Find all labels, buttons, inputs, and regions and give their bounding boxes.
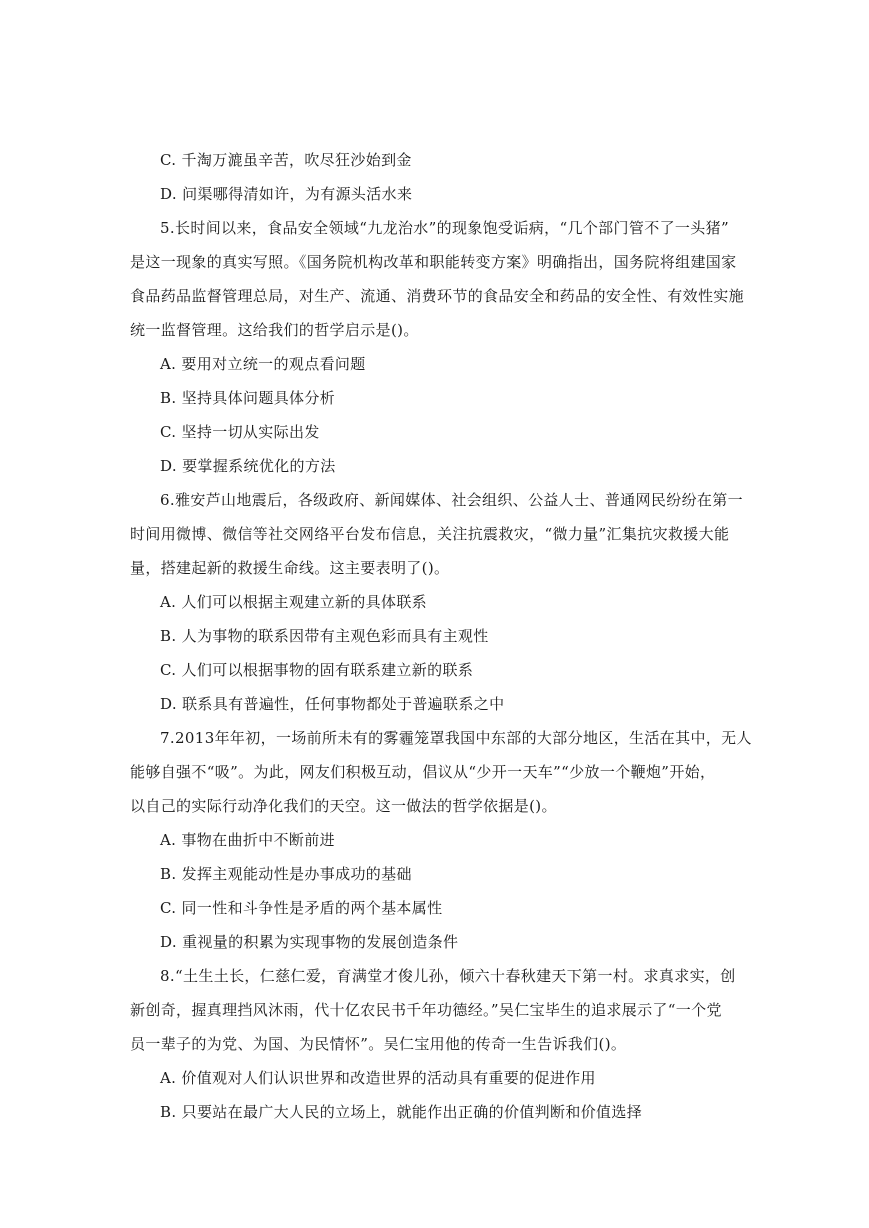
option-c-prev: C. 千淘万漉虽辛苦，吹尽狂沙始到金 — [160, 151, 412, 169]
question-text-line: 时间用微博、微信等社交网络平台发布信息，关注抗震救灾，“微力量”汇集抗灾救援大能 — [130, 525, 730, 543]
option-a: A. 价值观对人们认识世界和改造世界的活动具有重要的促进作用 — [160, 1069, 596, 1087]
option-a: A. 要用对立统一的观点看问题 — [160, 355, 366, 373]
question-text-line: 量，搭建起新的救援生命线。这主要表明了()。 — [130, 559, 450, 577]
document-page — [130, 143, 752, 1129]
option-d: D. 联系具有普遍性，任何事物都处于普遍联系之中 — [160, 695, 505, 713]
question-text-line: 7.2013年年初，一场前所未有的雾霾笼罩我国中东部的大部分地区，生活在其中，无人 — [160, 729, 752, 747]
question-text-line: 以自己的实际行动净化我们的天空。这一做法的哲学依据是()。 — [130, 797, 557, 815]
question-text-line: 5.长时间以来，食品安全领域“九龙治水”的现象饱受诟病，“几个部门管不了一头猪” — [160, 219, 729, 237]
question-text-line: 新创奇，握真理挡风沐雨，代十亿农民书千年功德经。”吴仁宝毕生的追求展示了“一个党 — [130, 1001, 722, 1019]
option-b: B. 坚持具体问题具体分析 — [160, 389, 336, 407]
question-5 — [130, 211, 745, 483]
question-text-line: 能够自强不“吸”。为此，网友们积极互动，倡议从“少开一天车”“少放一个鞭炮”开始， — [130, 763, 716, 781]
question-text-line: 食品药品监督管理总局，对生产、流通、消费环节的食品安全和药品的安全性、有效性实施 — [130, 287, 745, 305]
option-d-prev: D. 问渠哪得清如许，为有源头活水来 — [160, 185, 413, 203]
option-c: C. 人们可以根据事物的固有联系建立新的联系 — [160, 661, 474, 679]
question-text-line: 6.雅安芦山地震后，各级政府、新闻媒体、社会组织、公益人士、普通网民纷纷在第一 — [160, 491, 743, 509]
question-text-line: 员一辈子的为党、为国、为民情怀”。吴仁宝用他的传奇一生告诉我们()。 — [130, 1035, 627, 1053]
question-text-line: 是这一现象的真实写照。《国务院机构改革和职能转变方案》明确指出，国务院将组建国家 — [130, 253, 737, 271]
option-a: A. 人们可以根据主观建立新的具体联系 — [160, 593, 428, 611]
option-d: D. 重视量的积累为实现事物的发展创造条件 — [160, 933, 459, 951]
question-8 — [130, 959, 740, 1129]
option-b: B. 只要站在最广大人民的立场上，就能作出正确的价值判断和价值选择 — [160, 1103, 643, 1121]
option-b: B. 人为事物的联系因带有主观色彩而具有主观性 — [160, 627, 489, 645]
option-a: A. 事物在曲折中不断前进 — [160, 831, 335, 849]
question-6 — [130, 483, 743, 721]
question-text-line: 统一监督管理。这给我们的哲学启示是()。 — [130, 321, 419, 339]
option-c: C. 坚持一切从实际出发 — [160, 423, 320, 441]
option-c: C. 同一性和斗争性是矛盾的两个基本属性 — [160, 899, 443, 917]
option-b: B. 发挥主观能动性是办事成功的基础 — [160, 865, 412, 883]
question-text-line: 8.“土生土长，仁慈仁爱，育满堂才俊儿孙，倾六十春秋建天下第一村。求真求实，创 — [160, 967, 736, 985]
option-d: D. 要掌握系统优化的方法 — [160, 457, 336, 475]
question-7 — [130, 721, 752, 959]
